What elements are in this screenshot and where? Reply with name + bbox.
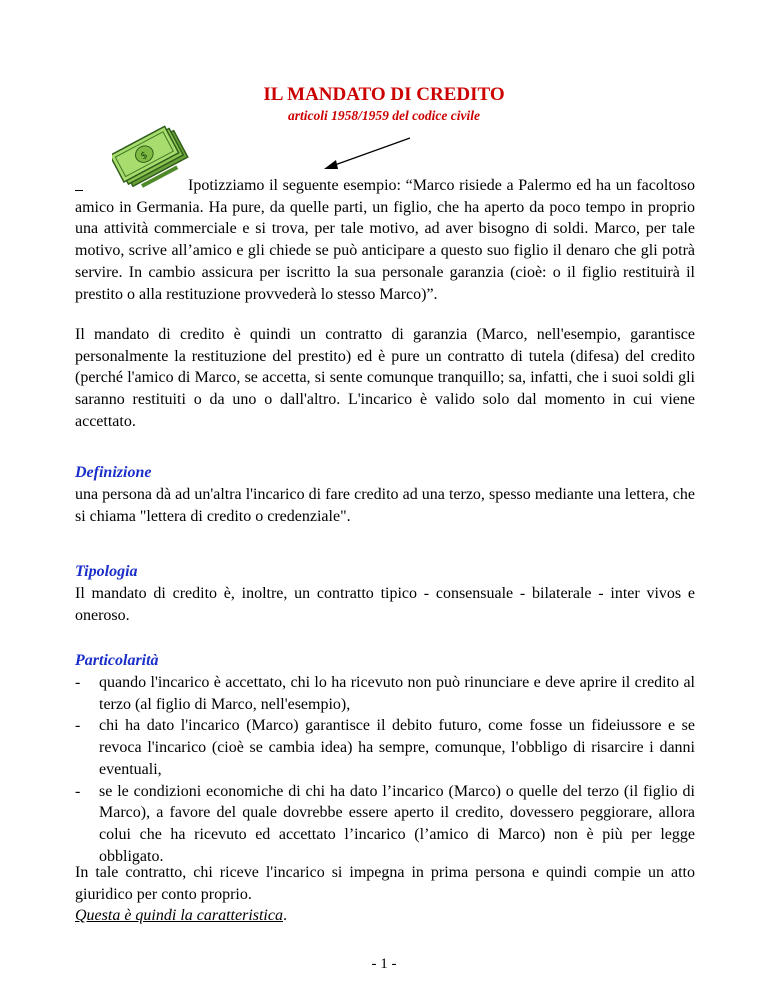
list-item — [75, 715, 695, 780]
closing-underlined: Questa è quindi la caratteristica — [75, 907, 283, 924]
definizione-body: una persona dà ad un'altra l'incarico di fare credito ad una terzo, spesso mediante una lettera, che si chiama "lettera di credito o credenziale". — [75, 486, 695, 525]
list-marker: - — [75, 717, 81, 735]
svg-text:$: $ — [138, 149, 150, 163]
list-item — [75, 781, 695, 868]
tipologia-body: Il mandato di credito è, inoltre, un contratto tipico - consensuale - bilaterale - inter vivos e oneroso. — [75, 585, 695, 624]
list-item — [75, 672, 695, 715]
explanation-paragraph: Il mandato di credito è quindi un contratto di garanzia (Marco, nell'esempio, garantisce personalmente la restituzione del prestito) ed è pure un contratto di tutela (difesa) del credito (perché l'amico di Marco, se accetta, si sente comunque tranquillo; sa, infatti, che i suoi soldi gli saranno restituiti o da uno o dall'altro. L'incarico è valido solo dal momento in cui viene accettato. — [75, 326, 695, 430]
closing-line — [75, 905, 695, 927]
arrow-icon — [322, 136, 412, 172]
list-item-text: se le condizioni economiche di chi ha dato l’incarico (Marco) o quelle del terzo (il figlio di Marco), a favore del quale dovrebbe essere aperto il credito, dovessero peggiorare, allora colui che ha ricevuto ed accettato l’incarico (l’amico di Marco) non è più per legge obbligato. — [99, 782, 695, 865]
page-number: - 1 - — [371, 956, 397, 972]
heading-tipologia: Tipologia — [75, 563, 138, 580]
list-marker: - — [75, 782, 81, 800]
document-title: IL MANDATO DI CREDITO — [263, 84, 505, 105]
intro-paragraph: Ipotizziamo il seguente esempio: “Marco risiede a Palermo ed ha un facoltoso amico in Germania. Ha pure, da quelle parti, un figlio, che ha aperto da poco tempo in proprio una attività commerciale e si trova, per tale motivo, ad aver bisogno di soldi. Marco, per tale motivo, scrive all’amico e gli chiede se può anticipare a questo suo figlio il denaro che gli potrà servire. In cambio assicura per iscritto la sua personale garanzia (cioè: o il figlio restituirà il prestito o alla restituzione provvederà lo stesso Marco)”. — [75, 177, 695, 303]
document-subtitle: articoli 1958/1959 del codice civile — [288, 108, 480, 123]
closing-period: . — [282, 907, 287, 924]
particolarita-list — [75, 672, 695, 867]
list-marker: - — [75, 674, 81, 691]
heading-definizione: Definizione — [75, 464, 152, 481]
heading-particolarita: Particolarità — [75, 652, 159, 669]
list-item-text: chi ha dato l'incarico (Marco) garantisce il debito futuro, come fosse un fideiussore e se revoca l'incarico (cioè se cambia idea) ha sempre, comunque, l'obbligo di risarcire i danni eventuali, — [99, 717, 695, 778]
closing-paragraph: In tale contratto, chi riceve l'incarico si impegna in prima persona e quindi compie un atto giuridico per conto proprio. — [75, 864, 695, 903]
list-item-text: quando l'incarico è accettato, chi lo ha ricevuto non può rinunciare e deve aprire il credito al terzo (al figlio di Marco, nell'esempio), — [99, 674, 695, 713]
